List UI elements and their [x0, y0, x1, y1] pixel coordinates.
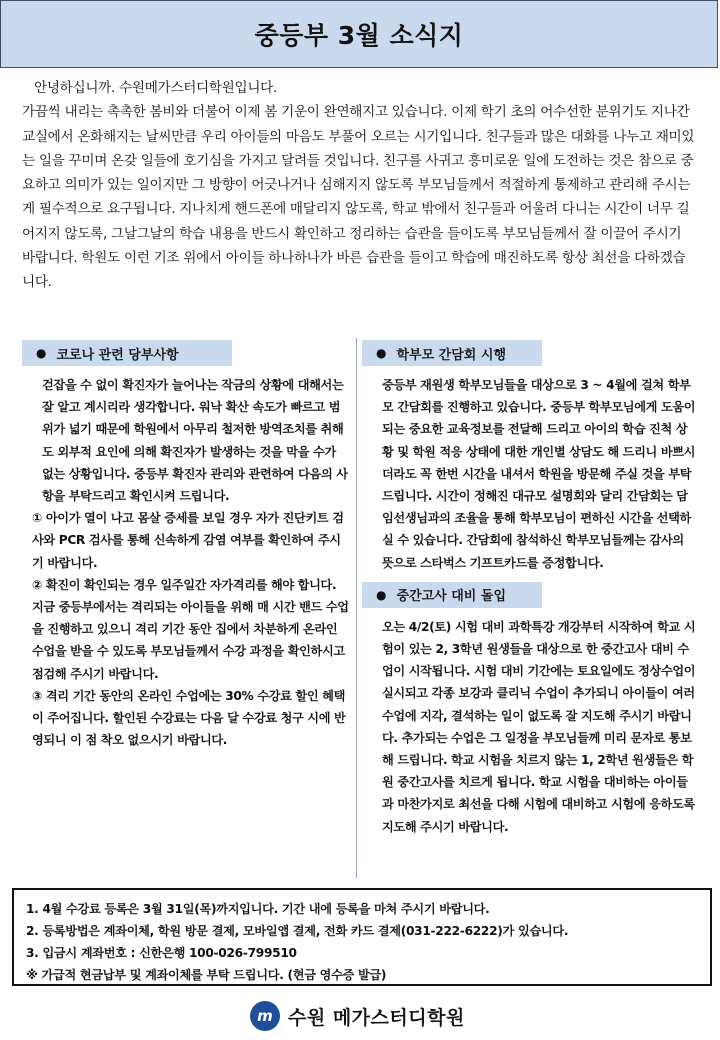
title-banner — [0, 0, 718, 68]
midterm-heading-text: 중간고사 대비 돌입 — [396, 589, 507, 605]
intro-body: 가끔씩 내리는 촉촉한 봄비와 더불어 이제 봄 기운이 완연해지고 있습니다. 이제 학기 초의 어수선한 분위기도 지나간 교실에서 온화해지는 날씨만큼 우리 아이들의 마음도 부풀어 오르는 시기입니다. 친구들과 많은 대화를 나누고 재미있는 일을 꾸미며 온갖 일들에 호기심을 가지고 달려들 것입니다. 친구를 사귀고 흥미로운 일에 도전하는 것은 참으로 중요하고 의미가 있는 일이지만 그 방향이 어긋나거나 심해지지 않도록 부모님들께서 적절하게 통제하고 관리해 주시는 게 필수적으로 요구됩니다. 지나치게 핸드폰에 매달리지 않도록, 학교 밖에서 친구들과 어울려 다니는 시간이 너무 길어지지 않도록, 그날그날의 학습 내용을 반드시 확인하고 정리하는 습관을 들이도록 부모님들께서 잘 이끌어 주시기 바랍니다. 학원도 이런 기조 위에서 아이들 하나하나가 바른 습관을 들이고 학습에 매진하도록 항상 최선을 다하겠습니다. — [22, 104, 695, 291]
bullet-icon: ● — [376, 587, 387, 602]
meeting-paragraph: 중등부 재원생 학부모님들을 대상으로 3 ~ 4월에 걸쳐 학부모 간담회를 진행하고 있습니다. 중등부 학부모님에게 도움이 되는 중요한 교육정보를 전달해 드리고 아이의 학습 진척 상황 및 학원 적응 상태에 대한 개인별 상담도 해 드리니 바쁘시더라도 꼭 한번 시간을 내셔서 학원을 방문해 주실 것을 부탁드립니다. 시간이 정해진 대규모 설명회와 달리 간담회는 담임선생님과의 조율을 통해 학부모님이 편하신 시간을 선택하실 수 있습니다. 간담회에 참석하신 학부모님들께는 감사의 뜻으로 스타벅스 기프트카드를 증정합니다. — [382, 378, 696, 570]
covid-paragraph-intro: 걷잡을 수 없이 확진자가 늘어나는 작금의 상황에 대해서는 잘 알고 계시리라 생각합니다. 워낙 확산 속도가 빠르고 범위가 넓기 때문에 학원에서 아무리 철저한 방역조치를 취해도 외부적 요인에 의해 확진자가 발생하는 것을 막을 수가 없는 상황입니다. 중등부 확진자 관리와 관련하여 다음의 사항을 부탁드리고 확인시켜 드립니다. — [42, 378, 348, 504]
academy-logo — [250, 996, 465, 1036]
intro-greeting: 안녕하십니까. 수원메가스터디학원입니다. — [34, 80, 278, 96]
notice-line-4: ※ 가급적 현금납부 및 계좌이체를 부탁 드립니다. (현금 영수증 발급) — [26, 968, 387, 982]
notice-line-2: 2. 등록방법은 계좌이체, 학원 방문 결제, 모바일앱 결제, 전화 카드 결제(031-222-6222)가 있습니다. — [26, 924, 569, 938]
notice-line-3: 3. 입금시 계좌번호 : 신한은행 100-026-799510 — [26, 946, 297, 960]
logo-mark-icon: m — [250, 1001, 280, 1031]
intro-letter — [22, 76, 698, 295]
covid-item-3: ③ 격리 기간 동안의 온라인 수업에는 30% 수강료 할인 혜택이 주어집니다. 할인된 수강료는 다음 달 수강료 청구 시에 반영되니 이 점 착오 없으시기 바랍니다. — [32, 688, 346, 748]
column-divider — [356, 338, 357, 878]
right-column — [362, 340, 700, 838]
logo-name: 수원 메가스터디학원 — [288, 1006, 465, 1029]
meeting-heading-text: 학부모 간담회 시행 — [396, 347, 507, 363]
bullet-icon: ● — [36, 346, 47, 360]
notice-line-1: 1. 4월 수강료 등록은 3월 31일(목)까지입니다. 기간 내에 등록을 마쳐 주시기 바랍니다. — [26, 902, 490, 916]
midterm-paragraph: 오는 4/2(토) 시험 대비 과학특강 개강부터 시작하여 학교 시험이 있는 2, 3학년 원생들을 대상으로 한 중간고사 대비 수업이 시작됩니다. 시험 대비 기간에는 토요일에도 정상수업이 실시되고 각종 보강과 클리닉 수업이 추가되니 아이들이 여러 수업에 지각, 결석하는 일이 없도록 잘 지도해 주시기 바랍니다. 추가되는 수업은 그 일정을 부모님들께 미리 문자로 통보해 드립니다. 학교 시험을 치르지 않는 1, 2학년 원생들은 학원 중간고사를 치르게 됩니다. 학교 시험을 대비하는 아이들과 마찬가지로 최선을 다해 시험에 대비하고 시험에 응하도록 지도해 주시기 바랍니다. — [382, 619, 696, 834]
covid-heading-text: 코로나 관련 당부사항 — [56, 347, 179, 363]
notice-box — [12, 888, 712, 986]
left-column — [22, 340, 352, 751]
covid-item-1: ① 아이가 열이 나고 몸살 증세를 보일 경우 자가 진단키트 검사와 PCR 검사를 통해 신속하게 감염 여부를 확인하여 주시기 바랍니다. — [32, 511, 344, 570]
covid-section-body — [22, 366, 352, 751]
meeting-section-body — [362, 366, 700, 574]
page-title: 중등부 3월 소식지 — [254, 21, 464, 50]
midterm-section-heading — [362, 582, 542, 608]
covid-section-heading — [22, 340, 232, 366]
bullet-icon: ● — [376, 346, 387, 360]
midterm-section-body — [362, 608, 700, 838]
covid-item-2: ② 확진이 확인되는 경우 일주일간 자가격리를 해야 합니다. 지금 중등부에서는 격리되는 아이들을 위해 매 시간 밴드 수업을 진행하고 있으니 격리 기간 동안 집에서 차분하게 온라인 수업을 받을 수 있도록 부모님들께서 수강 과정을 확인하시고 점검해 주시기 바랍니다. — [32, 577, 349, 681]
meeting-section-heading — [362, 340, 542, 366]
